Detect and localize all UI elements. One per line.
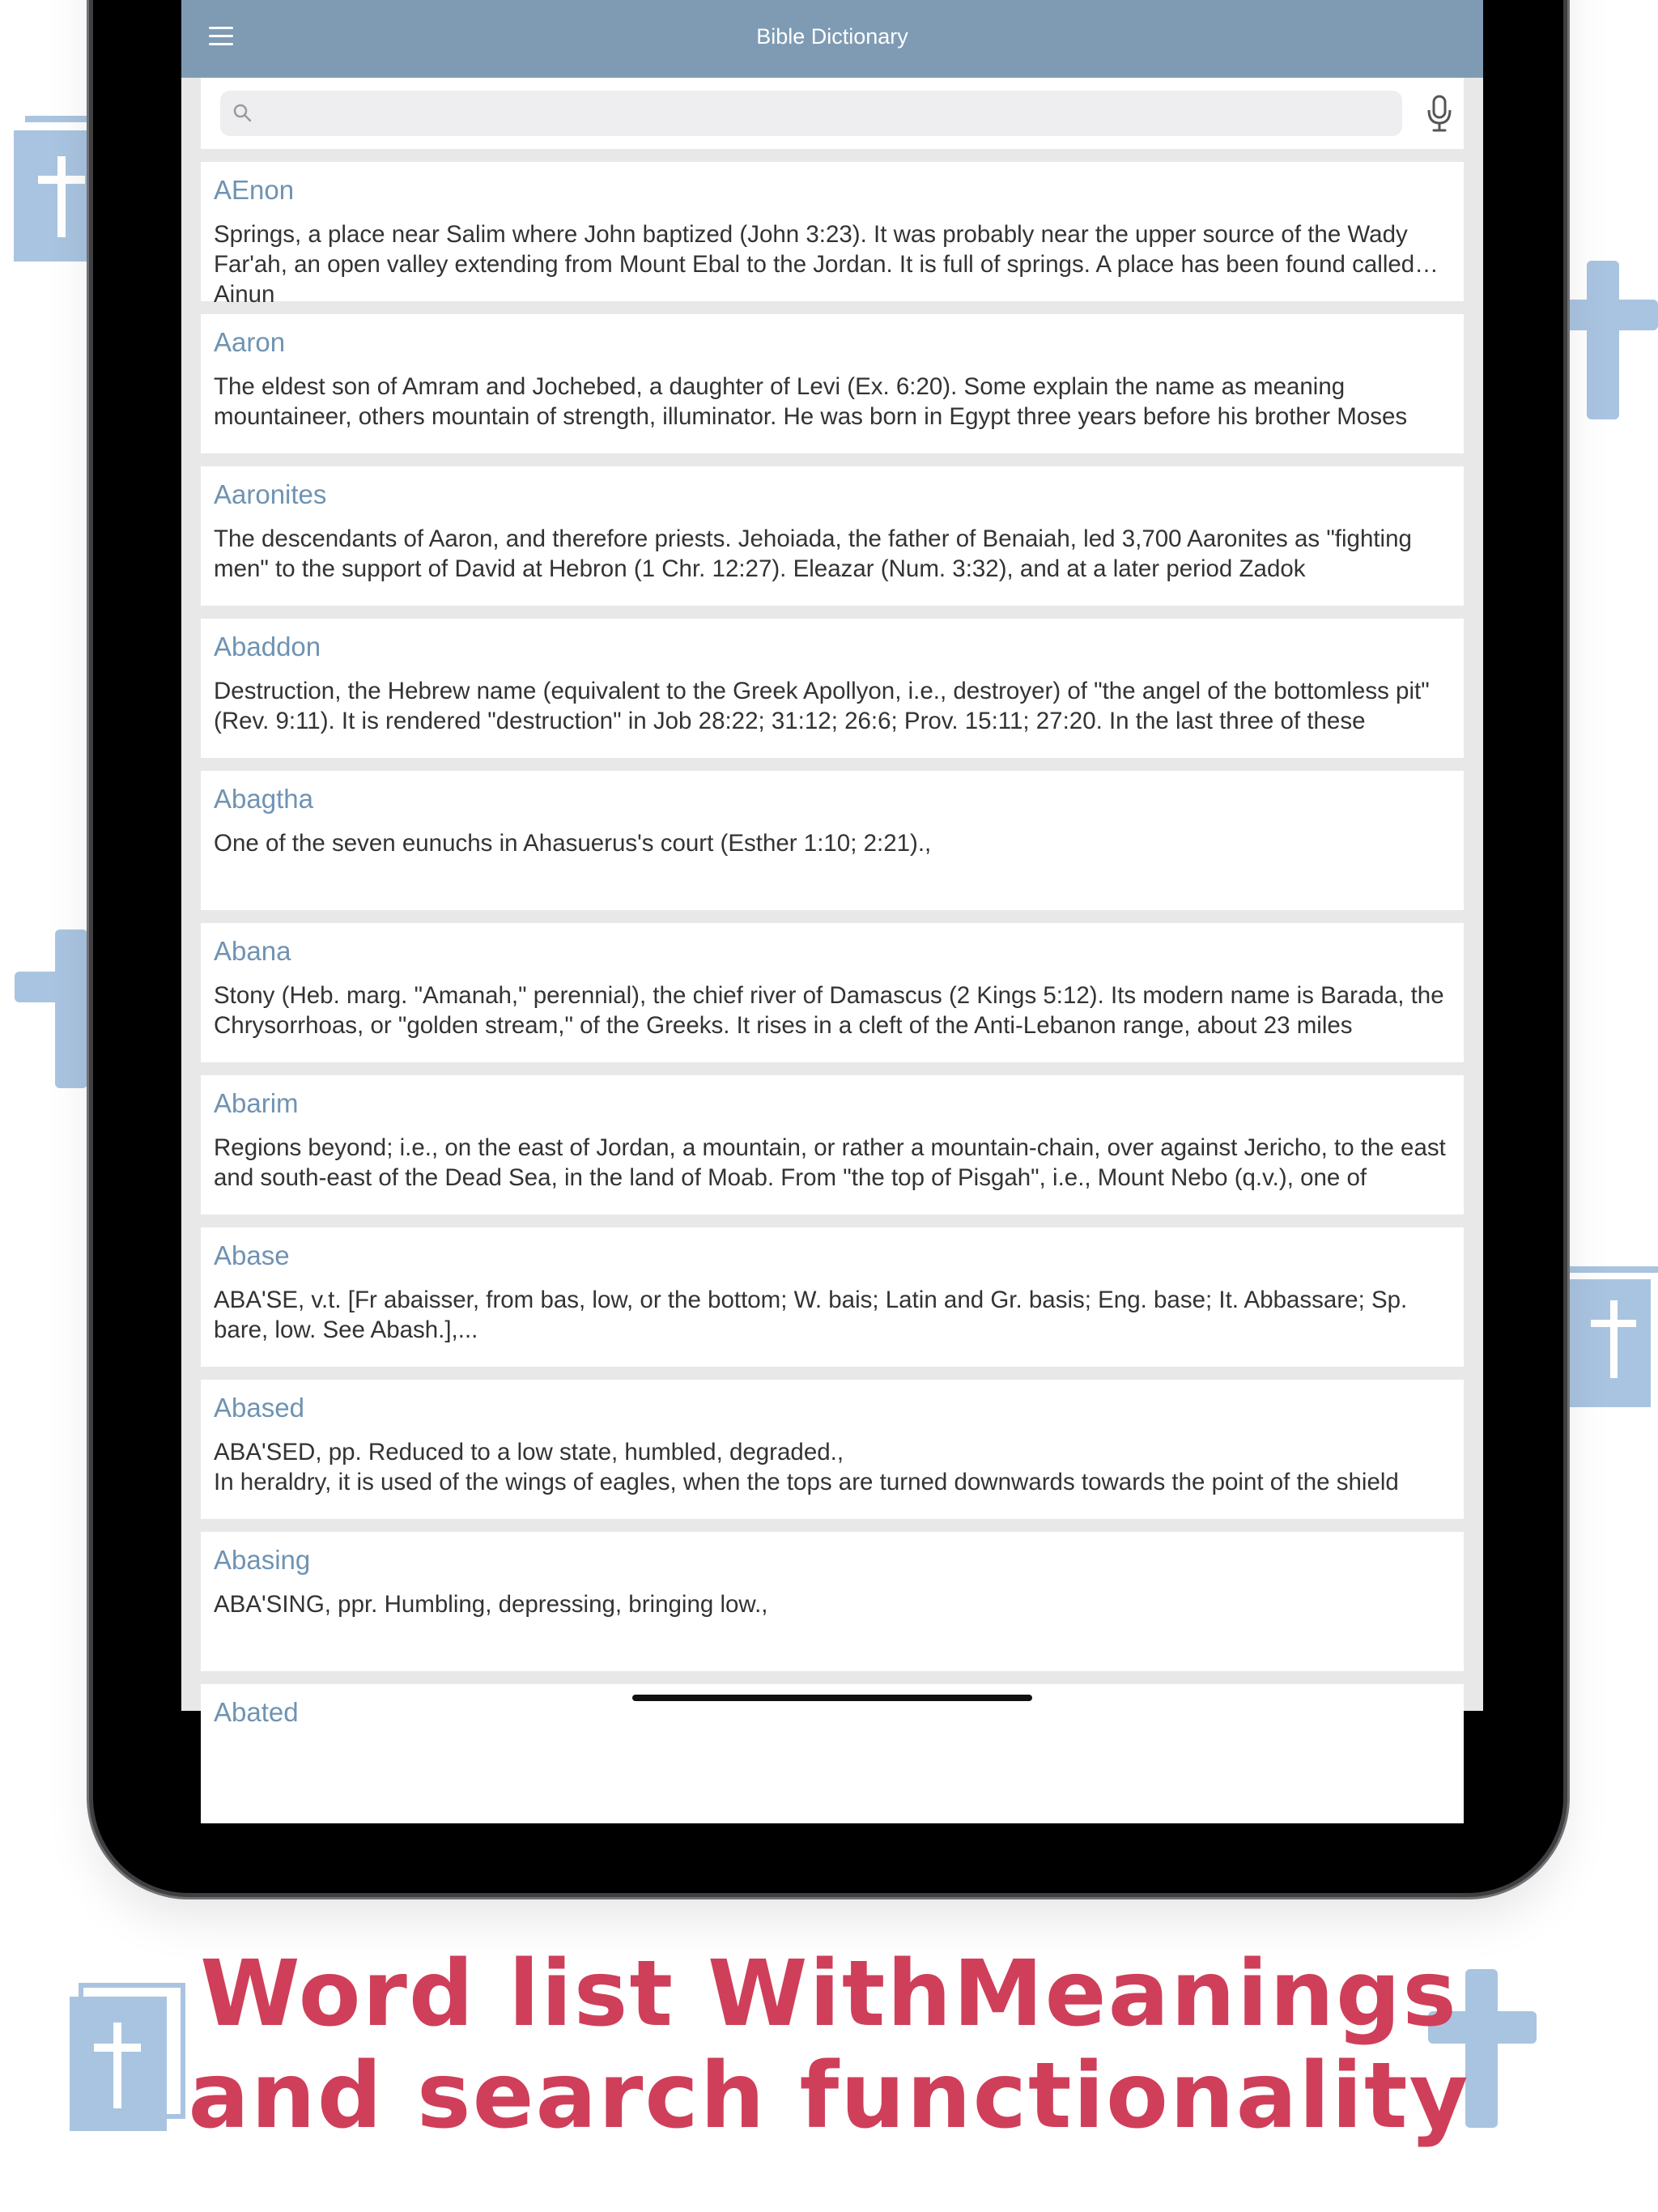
list-item[interactable] bbox=[201, 1075, 1464, 1214]
promo-caption bbox=[0, 1943, 1658, 2147]
list-item[interactable] bbox=[201, 466, 1464, 606]
entry-definition: One of the seven eunuchs in Ahasuerus's court (Esther 1:10; 2:21)., bbox=[214, 830, 932, 857]
bible-book-icon bbox=[1563, 1266, 1658, 1412]
list-item[interactable] bbox=[201, 1227, 1464, 1367]
list-item[interactable] bbox=[201, 619, 1464, 758]
list-item[interactable] bbox=[201, 1532, 1464, 1671]
entry-definition: The descendants of Aaron, and therefore priests. Jehoiada, the father of Benaiah, led 3,700 Aaronites as "fighting men" to the support of David at Hebron (1 Chr. 12:27). Eleazar (Num. 3:32), and at a later period Zadok bbox=[214, 525, 1412, 582]
entry-term: Abagtha bbox=[214, 784, 313, 814]
search-input[interactable] bbox=[264, 97, 1392, 131]
app-screen bbox=[181, 0, 1483, 1727]
app-title: Bible Dictionary bbox=[756, 24, 908, 49]
bible-book-icon bbox=[14, 116, 103, 262]
entry-definition: Stony (Heb. marg. "Amanah," perennial), the chief river of Damascus (2 Kings 5:12). Its modern name is Barada, the Chrysorrhoas, or "golden stream," of the Greeks. It rises in a cleft of the Anti-Lebanon range, about 23 miles bbox=[214, 982, 1444, 1039]
entry-term: Abased bbox=[214, 1393, 304, 1423]
microphone-icon[interactable] bbox=[1425, 94, 1454, 133]
entry-term: Abana bbox=[214, 936, 291, 966]
entry-term: Abarim bbox=[214, 1088, 299, 1118]
list-item[interactable] bbox=[201, 771, 1464, 910]
list-item[interactable] bbox=[201, 162, 1464, 308]
cross-icon bbox=[1553, 261, 1658, 419]
entry-definition: Regions beyond; i.e., on the east of Jordan, a mountain, or rather a mountain-chain, over against Jericho, to the east and south-east of the Dead Sea, in the land of Moab. From "the top of Pisgah", i.e., Mount Nebo (q.v.), one of bbox=[214, 1134, 1446, 1191]
entry-term: Abasing bbox=[214, 1545, 311, 1575]
cross-icon bbox=[15, 929, 104, 1088]
entry-definition: ABA'SED, pp. Reduced to a low state, humbled, degraded., In heraldry, it is used of the wings of eagles, when the tops are turned downwards towards the point of the shield bbox=[214, 1439, 1399, 1495]
list-item[interactable] bbox=[201, 1380, 1464, 1519]
entry-definition: ABA'SE, v.t. [Fr abaisser, from bas, low, or the bottom; W. bais; Latin and Gr. basis; Eng. base; It. Abbassare; Sp. bare, low. See Abash.],... bbox=[214, 1287, 1408, 1343]
navigation-bar bbox=[181, 0, 1483, 78]
entry-term: Aaron bbox=[214, 327, 286, 357]
entry-definition: The eldest son of Amram and Jochebed, a daughter of Levi (Ex. 6:20). Some explain the name as meaning mountaineer, others mountain of strength, illuminator. He was born in Egypt three years before his brother Moses bbox=[214, 373, 1408, 430]
entry-term: Abaddon bbox=[214, 632, 321, 661]
home-indicator bbox=[632, 1695, 1032, 1701]
search-bar bbox=[201, 78, 1464, 149]
entry-term: Abated bbox=[214, 1697, 299, 1727]
list-item[interactable] bbox=[201, 1684, 1464, 1823]
entry-term: Abase bbox=[214, 1240, 290, 1270]
search-icon bbox=[232, 102, 254, 125]
entry-definition: ABA'SING, ppr. Humbling, depressing, bringing low., bbox=[214, 1591, 768, 1618]
entry-term: Aaronites bbox=[214, 479, 327, 509]
list-item[interactable] bbox=[201, 314, 1464, 453]
caption-line-2: and search functionality bbox=[188, 2044, 1470, 2149]
list-item[interactable] bbox=[201, 923, 1464, 1062]
entry-term: AEnon bbox=[214, 175, 295, 205]
search-field[interactable] bbox=[220, 91, 1402, 136]
entry-definition: Destruction, the Hebrew name (equivalent to the Greek Apollyon, i.e., destroyer) of "the angel of the bottomless pit" (Rev. 9:11). It is rendered "destruction" in Job 28:22; 31:12; 26:6; Prov. 15:11; 27:20. In the last three of these bbox=[214, 678, 1430, 734]
entry-definition: Springs, a place near Salim where John baptized (John 3:23). It was probably near the upper source of the Wady Far'ah, an open valley extending from Mount Ebal to the Jordan. It is full of springs. A place has been found called Ainun bbox=[214, 221, 1415, 308]
caption-line-1: Word list WithMeanings bbox=[200, 1942, 1458, 2047]
